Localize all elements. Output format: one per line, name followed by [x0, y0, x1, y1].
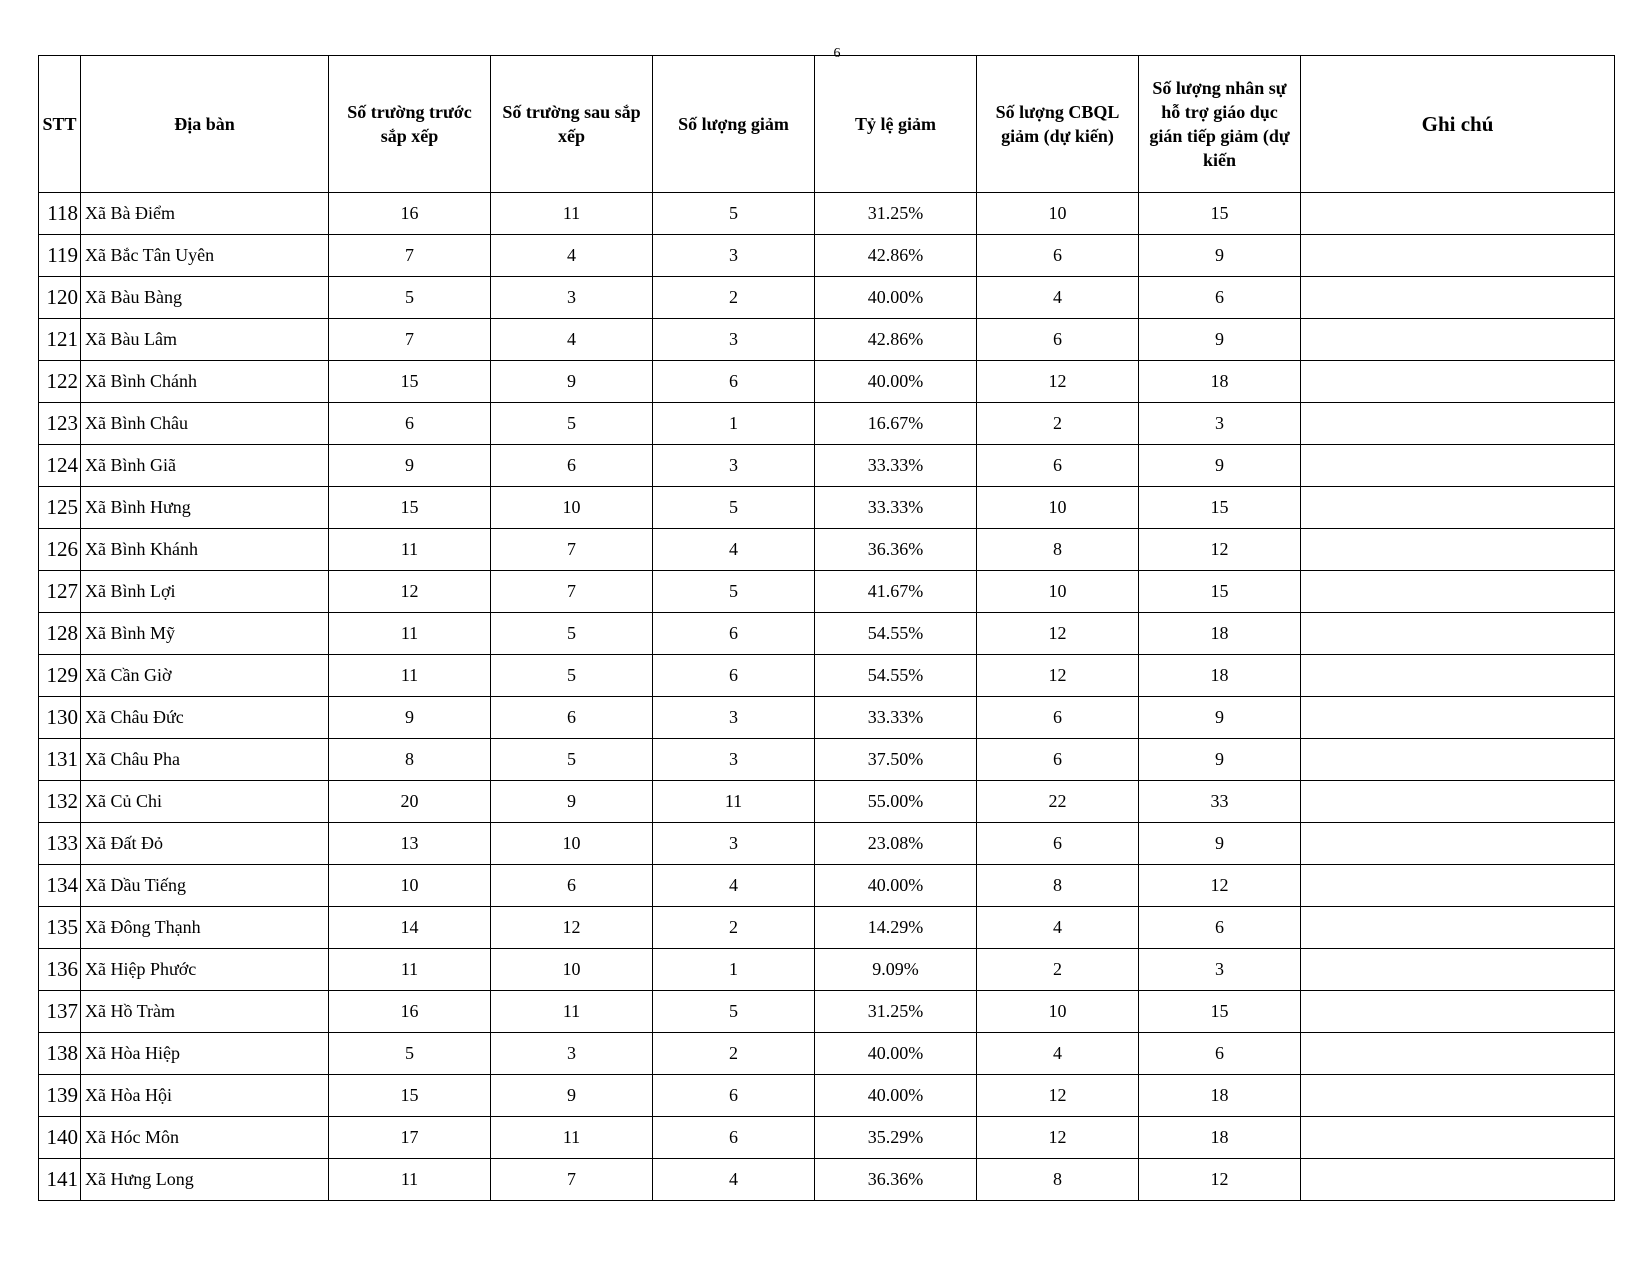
cell-note	[1301, 991, 1615, 1033]
cell-managers-reduced: 6	[977, 319, 1139, 361]
cell-schools-after: 10	[491, 487, 653, 529]
cell-reduction-rate: 42.86%	[815, 319, 977, 361]
cell-note	[1301, 907, 1615, 949]
table-row	[39, 739, 1615, 781]
cell-area: Xã Hưng Long	[81, 1159, 329, 1201]
cell-stt: 127	[39, 571, 81, 613]
cell-support-staff-reduced: 18	[1139, 1117, 1301, 1159]
cell-schools-after: 6	[491, 445, 653, 487]
table-row	[39, 613, 1615, 655]
cell-support-staff-reduced: 9	[1139, 823, 1301, 865]
cell-support-staff-reduced: 3	[1139, 949, 1301, 991]
cell-support-staff-reduced: 12	[1139, 865, 1301, 907]
cell-schools-after: 7	[491, 1159, 653, 1201]
cell-schools-after: 12	[491, 907, 653, 949]
cell-note	[1301, 445, 1615, 487]
cell-reduction-rate: 40.00%	[815, 277, 977, 319]
cell-reduction-rate: 54.55%	[815, 655, 977, 697]
cell-managers-reduced: 12	[977, 613, 1139, 655]
table-row	[39, 319, 1615, 361]
cell-reduction-rate: 35.29%	[815, 1117, 977, 1159]
cell-stt: 141	[39, 1159, 81, 1201]
cell-note	[1301, 613, 1615, 655]
header-schools-before: Số trường trước sắp xếp	[329, 56, 491, 193]
cell-note	[1301, 277, 1615, 319]
cell-reduced-count: 6	[653, 655, 815, 697]
table-row	[39, 823, 1615, 865]
table-row	[39, 403, 1615, 445]
table-row	[39, 361, 1615, 403]
header-schools-after: Số trường sau sắp xếp	[491, 56, 653, 193]
cell-area: Xã Hiệp Phước	[81, 949, 329, 991]
cell-note	[1301, 949, 1615, 991]
cell-schools-after: 7	[491, 529, 653, 571]
cell-stt: 118	[39, 193, 81, 235]
cell-support-staff-reduced: 6	[1139, 277, 1301, 319]
table-row	[39, 1033, 1615, 1075]
cell-note	[1301, 529, 1615, 571]
cell-reduction-rate: 14.29%	[815, 907, 977, 949]
cell-stt: 121	[39, 319, 81, 361]
cell-reduced-count: 6	[653, 361, 815, 403]
cell-managers-reduced: 22	[977, 781, 1139, 823]
cell-reduced-count: 11	[653, 781, 815, 823]
cell-managers-reduced: 2	[977, 403, 1139, 445]
cell-reduced-count: 4	[653, 865, 815, 907]
cell-schools-before: 11	[329, 613, 491, 655]
cell-schools-after: 4	[491, 235, 653, 277]
cell-reduced-count: 1	[653, 949, 815, 991]
cell-managers-reduced: 6	[977, 823, 1139, 865]
table-row	[39, 193, 1615, 235]
table-row	[39, 277, 1615, 319]
cell-area: Xã Bình Lợi	[81, 571, 329, 613]
header-support-staff-reduced: Số lượng nhân sự hỗ trợ giáo dục gián tiếp giảm (dự kiến	[1139, 56, 1301, 193]
cell-stt: 123	[39, 403, 81, 445]
cell-managers-reduced: 6	[977, 445, 1139, 487]
cell-note	[1301, 823, 1615, 865]
cell-reduction-rate: 23.08%	[815, 823, 977, 865]
cell-support-staff-reduced: 15	[1139, 991, 1301, 1033]
cell-area: Xã Châu Pha	[81, 739, 329, 781]
cell-stt: 133	[39, 823, 81, 865]
cell-schools-before: 15	[329, 487, 491, 529]
table-row	[39, 571, 1615, 613]
cell-reduction-rate: 16.67%	[815, 403, 977, 445]
cell-stt: 122	[39, 361, 81, 403]
cell-managers-reduced: 12	[977, 655, 1139, 697]
header-reduction-rate: Tỷ lệ giảm	[815, 56, 977, 193]
cell-schools-after: 5	[491, 613, 653, 655]
cell-reduced-count: 4	[653, 1159, 815, 1201]
cell-reduction-rate: 40.00%	[815, 865, 977, 907]
cell-reduction-rate: 40.00%	[815, 361, 977, 403]
header-note: Ghi chú	[1301, 56, 1615, 193]
cell-stt: 132	[39, 781, 81, 823]
cell-schools-before: 7	[329, 319, 491, 361]
cell-stt: 128	[39, 613, 81, 655]
cell-support-staff-reduced: 9	[1139, 739, 1301, 781]
cell-support-staff-reduced: 9	[1139, 697, 1301, 739]
cell-schools-before: 11	[329, 529, 491, 571]
cell-area: Xã Bình Giã	[81, 445, 329, 487]
cell-managers-reduced: 8	[977, 1159, 1139, 1201]
cell-area: Xã Củ Chi	[81, 781, 329, 823]
cell-support-staff-reduced: 9	[1139, 319, 1301, 361]
cell-stt: 138	[39, 1033, 81, 1075]
cell-area: Xã Bàu Bàng	[81, 277, 329, 319]
table-row	[39, 1159, 1615, 1201]
cell-reduction-rate: 31.25%	[815, 991, 977, 1033]
cell-schools-after: 7	[491, 571, 653, 613]
cell-area: Xã Cần Giờ	[81, 655, 329, 697]
header-reduced-count: Số lượng giảm	[653, 56, 815, 193]
cell-area: Xã Bình Châu	[81, 403, 329, 445]
table-row	[39, 949, 1615, 991]
cell-support-staff-reduced: 9	[1139, 445, 1301, 487]
cell-managers-reduced: 2	[977, 949, 1139, 991]
cell-managers-reduced: 10	[977, 487, 1139, 529]
cell-schools-after: 5	[491, 403, 653, 445]
header-managers-reduced: Số lượng CBQL giảm (dự kiến)	[977, 56, 1139, 193]
cell-stt: 129	[39, 655, 81, 697]
cell-reduced-count: 3	[653, 235, 815, 277]
cell-note	[1301, 739, 1615, 781]
table-row	[39, 865, 1615, 907]
cell-schools-after: 3	[491, 277, 653, 319]
cell-schools-after: 10	[491, 823, 653, 865]
cell-managers-reduced: 4	[977, 1033, 1139, 1075]
cell-stt: 139	[39, 1075, 81, 1117]
cell-note	[1301, 1117, 1615, 1159]
cell-managers-reduced: 10	[977, 571, 1139, 613]
cell-schools-before: 8	[329, 739, 491, 781]
table-row	[39, 1117, 1615, 1159]
cell-reduction-rate: 54.55%	[815, 613, 977, 655]
cell-schools-before: 7	[329, 235, 491, 277]
cell-area: Xã Bàu Lâm	[81, 319, 329, 361]
cell-note	[1301, 697, 1615, 739]
cell-reduced-count: 5	[653, 571, 815, 613]
cell-support-staff-reduced: 18	[1139, 1075, 1301, 1117]
cell-schools-before: 11	[329, 655, 491, 697]
cell-note	[1301, 361, 1615, 403]
cell-stt: 124	[39, 445, 81, 487]
cell-schools-before: 13	[329, 823, 491, 865]
cell-note	[1301, 319, 1615, 361]
cell-support-staff-reduced: 15	[1139, 487, 1301, 529]
cell-schools-before: 14	[329, 907, 491, 949]
cell-reduction-rate: 36.36%	[815, 529, 977, 571]
cell-schools-after: 6	[491, 865, 653, 907]
cell-support-staff-reduced: 15	[1139, 571, 1301, 613]
cell-note	[1301, 571, 1615, 613]
cell-schools-before: 11	[329, 1159, 491, 1201]
cell-stt: 135	[39, 907, 81, 949]
cell-schools-after: 5	[491, 655, 653, 697]
cell-reduction-rate: 40.00%	[815, 1033, 977, 1075]
cell-managers-reduced: 12	[977, 1117, 1139, 1159]
cell-area: Xã Dầu Tiếng	[81, 865, 329, 907]
cell-stt: 119	[39, 235, 81, 277]
cell-area: Xã Hòa Hiệp	[81, 1033, 329, 1075]
cell-schools-before: 5	[329, 1033, 491, 1075]
cell-area: Xã Đất Đỏ	[81, 823, 329, 865]
cell-schools-after: 9	[491, 1075, 653, 1117]
cell-schools-before: 10	[329, 865, 491, 907]
cell-managers-reduced: 8	[977, 865, 1139, 907]
cell-schools-before: 5	[329, 277, 491, 319]
cell-schools-before: 16	[329, 193, 491, 235]
cell-support-staff-reduced: 3	[1139, 403, 1301, 445]
cell-area: Xã Bà Điểm	[81, 193, 329, 235]
table-row	[39, 529, 1615, 571]
cell-schools-before: 6	[329, 403, 491, 445]
cell-reduction-rate: 31.25%	[815, 193, 977, 235]
cell-reduced-count: 3	[653, 319, 815, 361]
table-row	[39, 991, 1615, 1033]
cell-schools-after: 9	[491, 361, 653, 403]
cell-schools-before: 11	[329, 949, 491, 991]
cell-note	[1301, 235, 1615, 277]
cell-reduced-count: 6	[653, 1075, 815, 1117]
cell-support-staff-reduced: 6	[1139, 1033, 1301, 1075]
cell-stt: 126	[39, 529, 81, 571]
cell-reduced-count: 3	[653, 697, 815, 739]
cell-reduction-rate: 33.33%	[815, 697, 977, 739]
cell-schools-before: 20	[329, 781, 491, 823]
cell-stt: 137	[39, 991, 81, 1033]
table-row	[39, 445, 1615, 487]
cell-reduction-rate: 55.00%	[815, 781, 977, 823]
cell-stt: 125	[39, 487, 81, 529]
cell-reduction-rate: 42.86%	[815, 235, 977, 277]
cell-managers-reduced: 8	[977, 529, 1139, 571]
header-stt: STT	[39, 56, 81, 193]
table-row	[39, 655, 1615, 697]
cell-schools-before: 9	[329, 445, 491, 487]
cell-reduction-rate: 33.33%	[815, 445, 977, 487]
schools-reduction-table	[38, 55, 1615, 1201]
cell-note	[1301, 1075, 1615, 1117]
header-area: Địa bàn	[81, 56, 329, 193]
cell-reduced-count: 6	[653, 1117, 815, 1159]
cell-reduction-rate: 41.67%	[815, 571, 977, 613]
cell-area: Xã Bình Mỹ	[81, 613, 329, 655]
cell-managers-reduced: 12	[977, 1075, 1139, 1117]
cell-schools-after: 4	[491, 319, 653, 361]
cell-support-staff-reduced: 9	[1139, 235, 1301, 277]
cell-managers-reduced: 6	[977, 235, 1139, 277]
cell-area: Xã Hồ Tràm	[81, 991, 329, 1033]
cell-reduced-count: 3	[653, 823, 815, 865]
cell-stt: 134	[39, 865, 81, 907]
cell-note	[1301, 403, 1615, 445]
table-row	[39, 697, 1615, 739]
cell-schools-before: 17	[329, 1117, 491, 1159]
cell-reduction-rate: 9.09%	[815, 949, 977, 991]
cell-reduced-count: 2	[653, 1033, 815, 1075]
cell-area: Xã Đông Thạnh	[81, 907, 329, 949]
cell-managers-reduced: 6	[977, 739, 1139, 781]
table-row	[39, 235, 1615, 277]
cell-note	[1301, 1033, 1615, 1075]
cell-managers-reduced: 12	[977, 361, 1139, 403]
cell-managers-reduced: 4	[977, 907, 1139, 949]
cell-area: Xã Bình Khánh	[81, 529, 329, 571]
cell-reduced-count: 5	[653, 991, 815, 1033]
cell-reduced-count: 5	[653, 487, 815, 529]
cell-support-staff-reduced: 12	[1139, 529, 1301, 571]
cell-reduced-count: 3	[653, 445, 815, 487]
page-number: 6	[833, 46, 841, 61]
table-row	[39, 1075, 1615, 1117]
cell-reduced-count: 3	[653, 739, 815, 781]
cell-support-staff-reduced: 15	[1139, 193, 1301, 235]
cell-area: Xã Bình Hưng	[81, 487, 329, 529]
cell-schools-after: 11	[491, 991, 653, 1033]
cell-reduction-rate: 36.36%	[815, 1159, 977, 1201]
cell-reduction-rate: 40.00%	[815, 1075, 977, 1117]
cell-area: Xã Hòa Hội	[81, 1075, 329, 1117]
cell-note	[1301, 655, 1615, 697]
cell-area: Xã Bắc Tân Uyên	[81, 235, 329, 277]
cell-schools-before: 15	[329, 361, 491, 403]
cell-reduced-count: 2	[653, 277, 815, 319]
cell-area: Xã Châu Đức	[81, 697, 329, 739]
table-row	[39, 487, 1615, 529]
cell-area: Xã Bình Chánh	[81, 361, 329, 403]
table-body	[39, 193, 1615, 1201]
cell-schools-before: 16	[329, 991, 491, 1033]
cell-stt: 130	[39, 697, 81, 739]
cell-managers-reduced: 10	[977, 193, 1139, 235]
cell-schools-before: 12	[329, 571, 491, 613]
table-header	[39, 56, 1615, 193]
cell-reduced-count: 6	[653, 613, 815, 655]
cell-reduced-count: 5	[653, 193, 815, 235]
cell-schools-after: 6	[491, 697, 653, 739]
cell-managers-reduced: 6	[977, 697, 1139, 739]
cell-schools-before: 15	[329, 1075, 491, 1117]
cell-schools-after: 11	[491, 193, 653, 235]
cell-schools-after: 5	[491, 739, 653, 781]
cell-schools-after: 9	[491, 781, 653, 823]
cell-support-staff-reduced: 33	[1139, 781, 1301, 823]
cell-support-staff-reduced: 6	[1139, 907, 1301, 949]
cell-support-staff-reduced: 12	[1139, 1159, 1301, 1201]
cell-note	[1301, 193, 1615, 235]
cell-reduced-count: 2	[653, 907, 815, 949]
cell-managers-reduced: 4	[977, 277, 1139, 319]
cell-support-staff-reduced: 18	[1139, 655, 1301, 697]
cell-support-staff-reduced: 18	[1139, 361, 1301, 403]
cell-reduced-count: 4	[653, 529, 815, 571]
cell-stt: 120	[39, 277, 81, 319]
cell-stt: 136	[39, 949, 81, 991]
table-row	[39, 907, 1615, 949]
cell-reduction-rate: 33.33%	[815, 487, 977, 529]
cell-reduced-count: 1	[653, 403, 815, 445]
cell-area: Xã Hóc Môn	[81, 1117, 329, 1159]
cell-reduction-rate: 37.50%	[815, 739, 977, 781]
cell-schools-after: 11	[491, 1117, 653, 1159]
table-row	[39, 781, 1615, 823]
cell-schools-after: 3	[491, 1033, 653, 1075]
cell-support-staff-reduced: 18	[1139, 613, 1301, 655]
cell-note	[1301, 1159, 1615, 1201]
cell-schools-after: 10	[491, 949, 653, 991]
cell-note	[1301, 487, 1615, 529]
cell-managers-reduced: 10	[977, 991, 1139, 1033]
cell-note	[1301, 781, 1615, 823]
cell-stt: 140	[39, 1117, 81, 1159]
cell-stt: 131	[39, 739, 81, 781]
cell-note	[1301, 865, 1615, 907]
cell-schools-before: 9	[329, 697, 491, 739]
